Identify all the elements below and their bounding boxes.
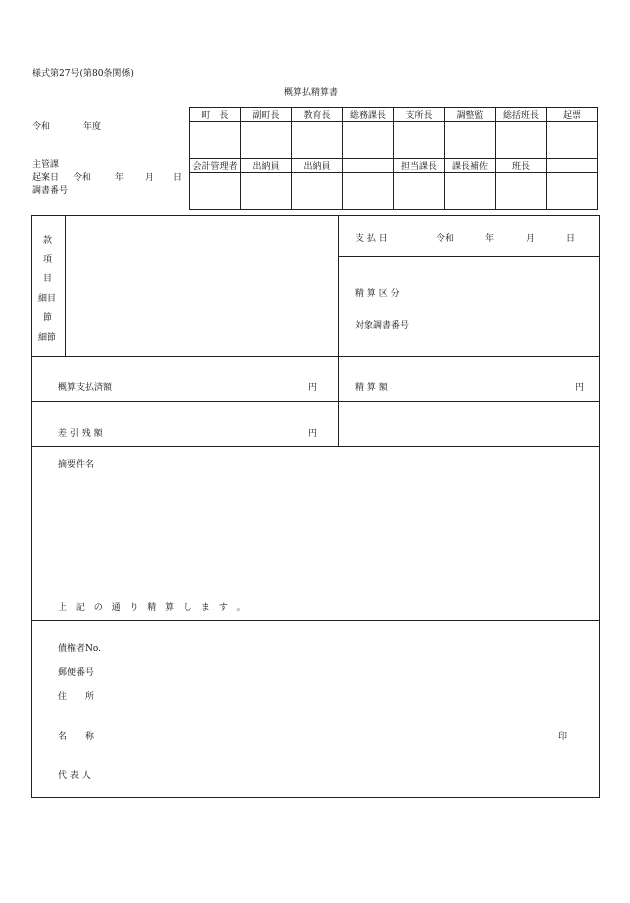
draft-label: 起案日 <box>32 173 60 183</box>
row-divider-4 <box>31 620 600 621</box>
budget-label-saisetsu: 細節 <box>38 333 57 343</box>
seal-mark: 印 <box>558 732 568 742</box>
settlement-category-label: 精 算 区 分 <box>355 289 400 299</box>
stamp-cell[interactable] <box>292 173 343 210</box>
center-divider <box>338 215 339 446</box>
form-number: 様式第27号(第80条関係) <box>32 69 134 79</box>
payment-date-year: 年 <box>485 234 495 244</box>
row-divider-3 <box>31 446 600 447</box>
approval-header: 教育長 <box>292 108 343 122</box>
stamp-cell[interactable] <box>190 173 241 210</box>
prepaid-amount-label: 概算支払済額 <box>58 383 113 393</box>
approval-header: 総括班長 <box>496 108 547 122</box>
payment-date-month: 月 <box>526 234 536 244</box>
stamp-cell[interactable] <box>496 173 547 210</box>
stamp-cell[interactable] <box>496 122 547 159</box>
approval-header <box>547 159 598 173</box>
stamp-cell[interactable] <box>343 122 394 159</box>
summary-label: 摘要件名 <box>58 460 95 470</box>
approval-header: 班長 <box>496 159 547 173</box>
draft-day: 日 <box>173 173 183 183</box>
creditor-number-label: 債権者No. <box>58 644 101 654</box>
row-divider-1 <box>31 356 600 357</box>
stamp-cell[interactable] <box>445 122 496 159</box>
approval-header: 起票 <box>547 108 598 122</box>
row-divider-2 <box>31 401 600 402</box>
payment-date-divider <box>338 256 600 257</box>
declaration-text: 上 記 の 通 り 精 算 し ま す 。 <box>58 603 249 613</box>
representative-label: 代 表 人 <box>58 771 91 781</box>
payment-date-day: 日 <box>566 234 576 244</box>
difference-label: 差 引 残 額 <box>58 429 103 439</box>
budget-divider <box>65 215 66 356</box>
budget-label-setsu: 節 <box>43 313 53 323</box>
stamp-cell[interactable] <box>394 173 445 210</box>
stamp-cell[interactable] <box>241 122 292 159</box>
stamp-cell[interactable] <box>292 122 343 159</box>
stamp-cell[interactable] <box>547 122 598 159</box>
approval-header: 課長補佐 <box>445 159 496 173</box>
draft-era: 令和 <box>73 173 92 183</box>
settlement-amount-yen: 円 <box>575 383 585 393</box>
stamp-cell[interactable] <box>241 173 292 210</box>
approval-header: 副町長 <box>241 108 292 122</box>
dept-label: 主管課 <box>32 160 60 170</box>
survey-no-label: 調書番号 <box>32 186 69 196</box>
approval-header: 支所長 <box>394 108 445 122</box>
stamp-cell[interactable] <box>343 173 394 210</box>
approval-header: 担当課長 <box>394 159 445 173</box>
approval-header: 出納員 <box>292 159 343 173</box>
difference-yen: 円 <box>308 429 318 439</box>
budget-input-area[interactable] <box>72 222 334 350</box>
summary-input-area[interactable] <box>58 470 588 585</box>
stamp-cell[interactable] <box>190 122 241 159</box>
fiscal-year-suffix: 年度 <box>83 122 102 132</box>
document-title: 概算払精算書 <box>284 88 339 98</box>
address-label: 住 所 <box>58 692 95 702</box>
budget-label-kan: 款 <box>43 236 53 246</box>
budget-label-kou: 項 <box>43 255 53 265</box>
stamp-cell[interactable] <box>547 173 598 210</box>
stamp-cell[interactable] <box>394 122 445 159</box>
budget-label-moku: 目 <box>43 274 53 284</box>
draft-month: 月 <box>145 173 155 183</box>
stamp-cell[interactable] <box>445 173 496 210</box>
prepaid-amount-yen: 円 <box>308 383 318 393</box>
fiscal-year-era: 令和 <box>32 122 51 132</box>
approval-header: 出納員 <box>241 159 292 173</box>
approval-table <box>189 107 598 210</box>
settlement-amount-label: 精 算 額 <box>355 383 388 393</box>
approval-header: 町 長 <box>190 108 241 122</box>
name-label: 名 称 <box>58 732 95 742</box>
approval-header: 調整監 <box>445 108 496 122</box>
draft-year: 年 <box>115 173 125 183</box>
approval-header: 会計管理者 <box>190 159 241 173</box>
budget-label-saimoku: 細目 <box>38 294 57 304</box>
target-survey-no-label: 対象調書番号 <box>355 321 410 331</box>
approval-header: 総務課長 <box>343 108 394 122</box>
payment-date-label: 支 払 日 <box>355 234 388 244</box>
payment-date-era: 令和 <box>436 234 455 244</box>
postal-code-label: 郵便番号 <box>58 668 95 678</box>
approval-header <box>343 159 394 173</box>
